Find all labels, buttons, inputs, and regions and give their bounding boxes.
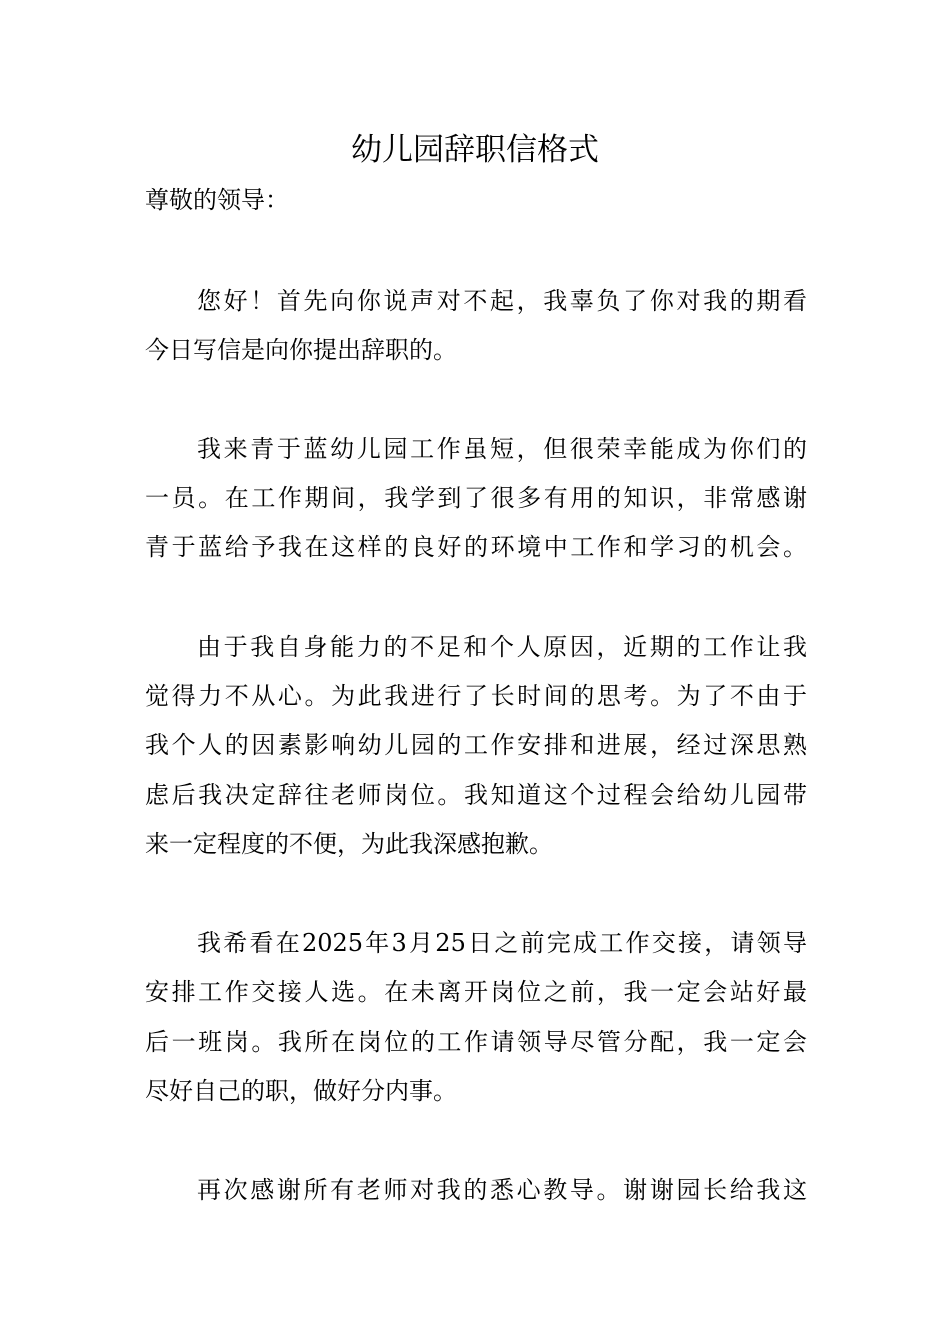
paragraph-3-line-3: 我个人的因素影响幼儿园的工作安排和进展，经过深思熟 [145, 731, 807, 759]
paragraph-3-line-2: 觉得力不从心。为此我进行了长时间的思考。为了不由于 [145, 682, 807, 710]
paragraph-2-line-1: 我来青于蓝幼儿园工作虽短，但很荣幸能成为你们的 [197, 435, 807, 463]
paragraph-1-line-2: 今日写信是向你提出辞职的。 [145, 336, 457, 364]
paragraph-4-line-1: 我希看在2025年3月25日之前完成工作交接，请领导 [197, 929, 807, 957]
paragraph-4-line-2: 安排工作交接人选。在未离开岗位之前，我一定会站好最 [145, 978, 807, 1006]
paragraph-3-line-5: 来一定程度的不便，为此我深感抱歉。 [145, 830, 553, 858]
paragraph-5-line-1: 再次感谢所有老师对我的悉心教导。谢谢园长给我这 [197, 1176, 807, 1204]
paragraph-3-line-1: 由于我自身能力的不足和个人原因，近期的工作让我 [197, 633, 807, 661]
document-title: 幼儿园辞职信格式 [351, 132, 599, 168]
paragraph-3-line-4: 虑后我决定辞往老师岗位。我知道这个过程会给幼儿园带 [145, 781, 807, 809]
paragraph-2-line-2: 一员。在工作期间，我学到了很多有用的知识，非常感谢 [145, 484, 807, 512]
paragraph-1-line-1: 您好！首先向你说声对不起，我辜负了你对我的期看 [197, 287, 807, 315]
paragraph-4-line-3: 后一班岗。我所在岗位的工作请领导尽管分配，我一定会 [145, 1028, 807, 1056]
paragraph-2-line-3: 青于蓝给予我在这样的良好的环境中工作和学习的机会。 [145, 533, 807, 561]
paragraph-4-line-4: 尽好自己的职，做好分内事。 [145, 1077, 457, 1105]
salutation: 尊敬的领导： [145, 186, 289, 214]
